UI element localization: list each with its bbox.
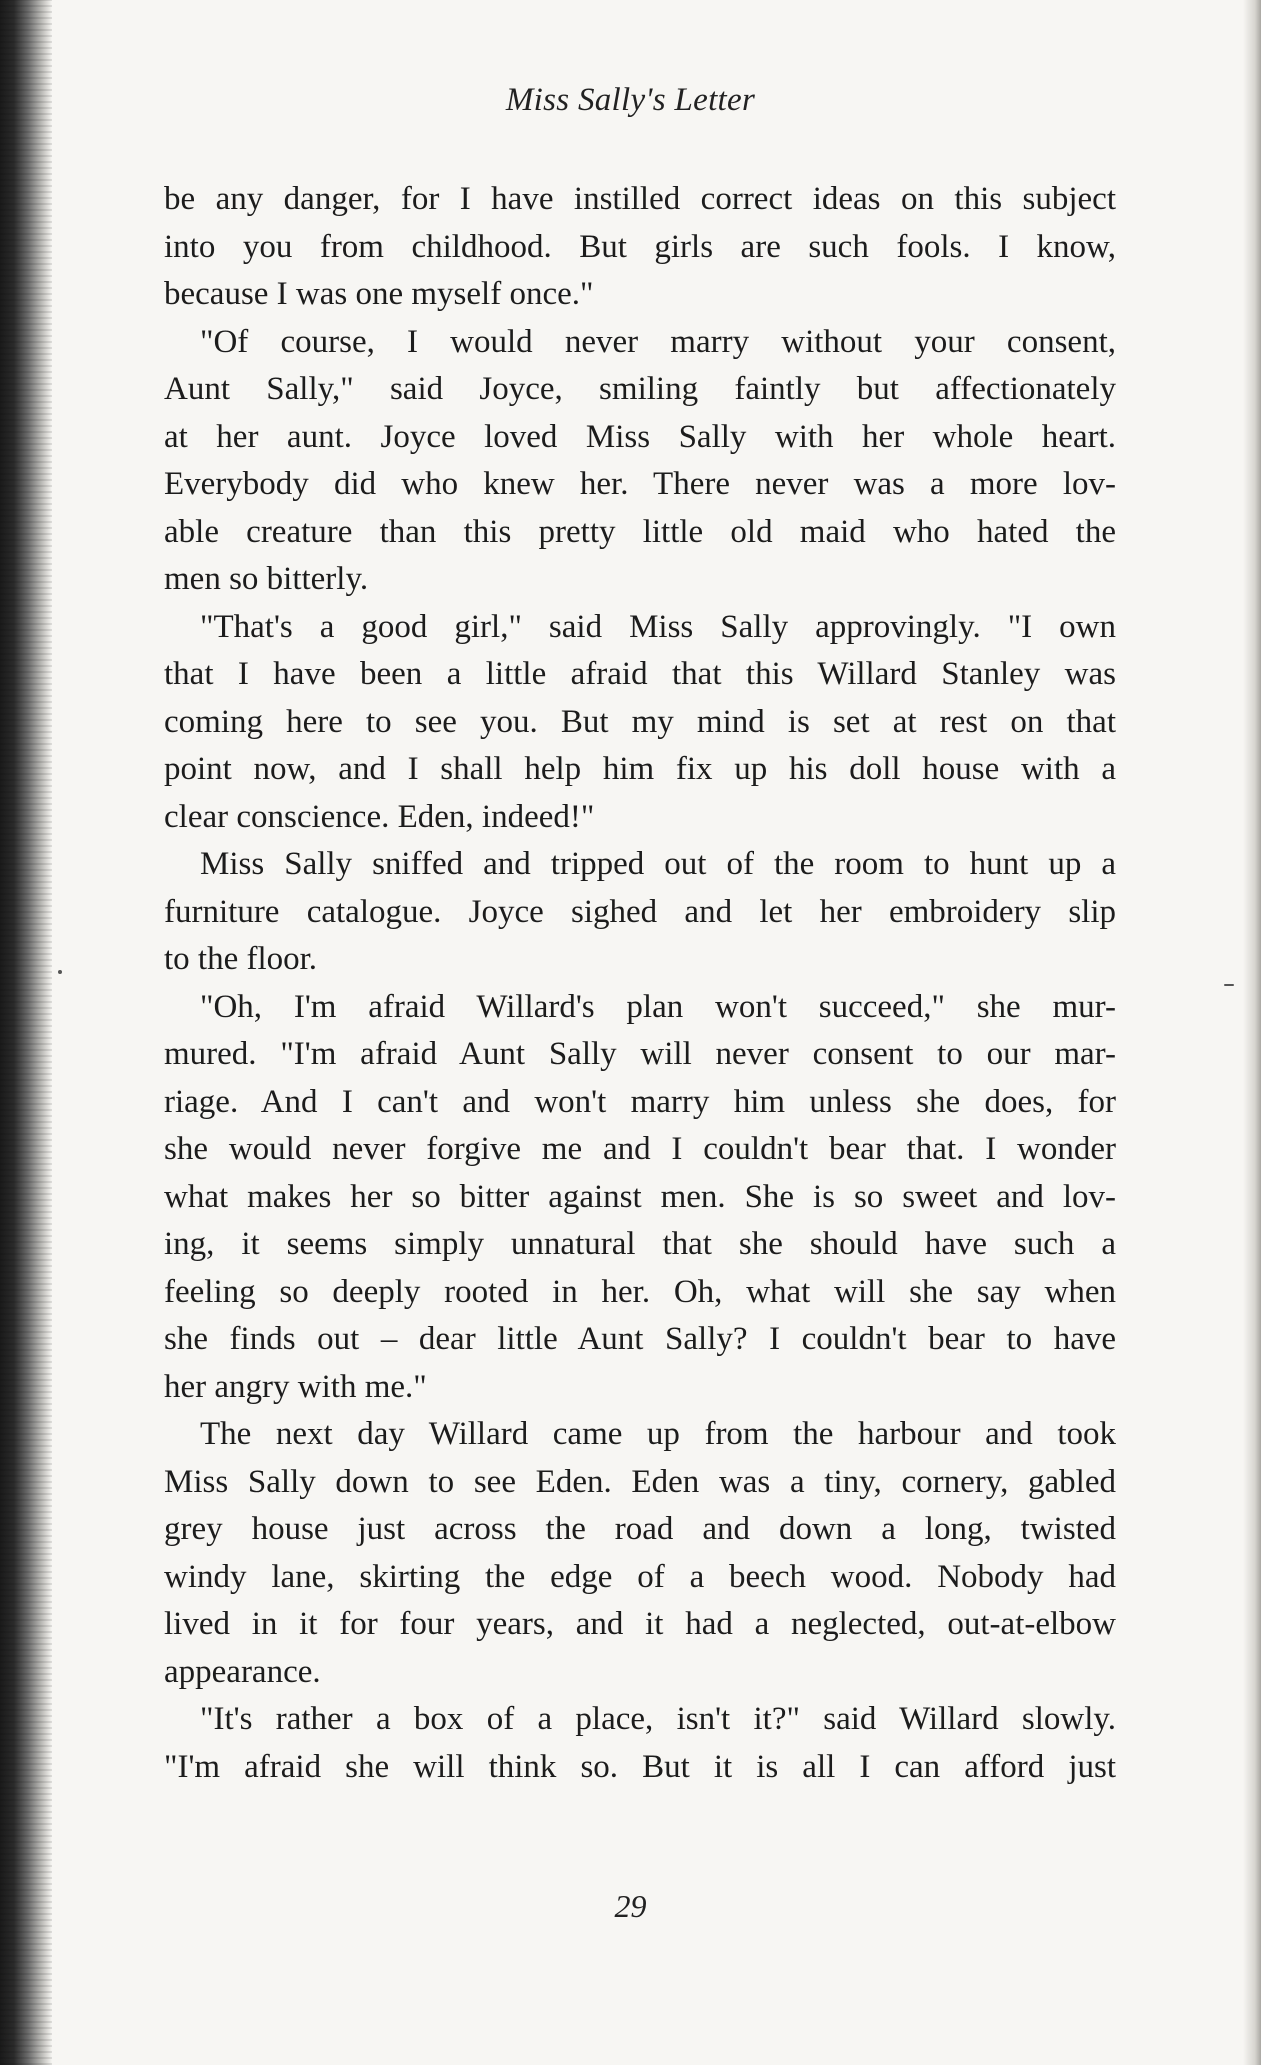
text-line: coming here to see you. But my mind is set at rest on that bbox=[164, 703, 1116, 740]
text-line: lived in it for four years, and it had a neglected, out-at-elbow bbox=[164, 1606, 1116, 1642]
text-line: appearance. bbox=[164, 1653, 321, 1690]
text-line: clear conscience. Eden, indeed!" bbox=[164, 798, 595, 835]
text-line: she would never forgive me and I couldn't bear that. I wonder bbox=[164, 1131, 1116, 1167]
body-text bbox=[164, 176, 1116, 1791]
text-line: she finds out – dear little Aunt Sally? I couldn't bear to have bbox=[164, 1321, 1116, 1357]
text-line: "Oh, I'm afraid Willard's plan won't succeed," she mur- bbox=[200, 988, 1116, 1025]
text-line: Miss Sally down to see Eden. Eden was a tiny, cornery, gabled bbox=[164, 1463, 1116, 1500]
text-line: grey house just across the road and down a long, twisted bbox=[164, 1511, 1116, 1547]
text-line: furniture catalogue. Joyce sighed and let her embroidery slip bbox=[164, 893, 1116, 930]
scan-speck bbox=[1224, 984, 1234, 986]
text-line: able creature than this pretty little old maid who hated the bbox=[164, 513, 1116, 550]
text-line: Aunt Sally," said Joyce, smiling faintly but affectionately bbox=[164, 371, 1116, 407]
text-line: ing, it seems simply unnatural that she should have such a bbox=[164, 1226, 1116, 1262]
text-line: mured. "I'm afraid Aunt Sally will never consent to our mar- bbox=[164, 1036, 1116, 1072]
text-line: feeling so deeply rooted in her. Oh, what will she say when bbox=[164, 1273, 1116, 1310]
text-line: Everybody did who knew her. There never was a more lov- bbox=[164, 466, 1116, 502]
text-line: windy lane, skirting the edge of a beech wood. Nobody had bbox=[164, 1558, 1116, 1595]
text-line: into you from childhood. But girls are such fools. I know, bbox=[164, 228, 1116, 265]
text-line: "That's a good girl," said Miss Sally approvingly. "I own bbox=[200, 608, 1116, 645]
text-line: Miss Sally sniffed and tripped out of the room to hunt up a bbox=[200, 846, 1116, 882]
text-line: The next day Willard came up from the harbour and took bbox=[200, 1416, 1116, 1452]
page-number: 29 bbox=[614, 1888, 647, 1924]
text-line: that I have been a little afraid that this Willard Stanley was bbox=[164, 656, 1116, 692]
scan-speck bbox=[58, 970, 62, 974]
text-line: "Of course, I would never marry without your consent, bbox=[200, 323, 1116, 360]
text-line: be any danger, for I have instilled correct ideas on this subject bbox=[164, 181, 1116, 217]
text-line: because I was one myself once." bbox=[164, 276, 594, 312]
text-line: riage. And I can't and won't marry him unless she does, for bbox=[164, 1083, 1116, 1120]
text-line: what makes her so bitter against men. She is so sweet and lov- bbox=[164, 1178, 1116, 1215]
text-line: point now, and I shall help him fix up his doll house with a bbox=[164, 751, 1116, 787]
text-line: her angry with me." bbox=[164, 1368, 427, 1405]
page-right-edge bbox=[1243, 0, 1261, 2065]
text-line: to the floor. bbox=[164, 941, 318, 977]
running-head: Miss Sally's Letter bbox=[505, 82, 756, 118]
page-binding-edge bbox=[0, 0, 52, 2065]
text-line: "I'm afraid she will think so. But it is all I can afford just bbox=[164, 1748, 1116, 1785]
text-line: at her aunt. Joyce loved Miss Sally with her whole heart. bbox=[164, 418, 1116, 455]
text-line: "It's rather a box of a place, isn't it?" said Willard slowly. bbox=[200, 1701, 1116, 1737]
text-line: men so bitterly. bbox=[164, 561, 369, 597]
